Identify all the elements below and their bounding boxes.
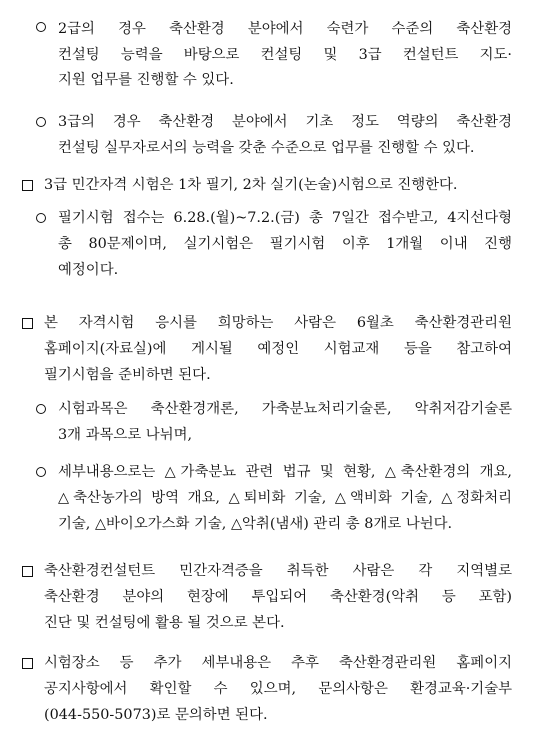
paragraph-line: 2급의 경우 축산환경 분야에서 숙련가 수준의 축산환경: [58, 21, 512, 37]
paragraph-line: 3급의 경우 축산환경 분야에서 기초 정도 역량의 축산환경: [58, 114, 512, 130]
circle-bullet-icon: [36, 467, 46, 477]
circle-bullet-icon: [36, 404, 46, 414]
paragraph-line: 예정이다.: [58, 262, 119, 278]
paragraph-line: 축산환경컨설턴트 민간자격증을 취득한 사람은 각 지역별로: [44, 563, 512, 579]
circle-bullet-icon: [36, 117, 46, 127]
square-bullet-icon: [22, 180, 33, 191]
paragraph-line: 세부내용으로는 △가축분뇨 관련 법규 및 현황, △축산환경의 개요,: [58, 464, 512, 480]
square-bullet-icon: [22, 566, 33, 577]
paragraph-line: △축산농가의 방역 개요, △퇴비화 기술, △액비화 기술, △정화처리: [58, 490, 512, 506]
paragraph-line: 기술, △바이오가스화 기술, △악취(냄새) 관리 총 8개로 나뉜다.: [58, 516, 453, 532]
paragraph-line: 3급 민간자격 시험은 1차 필기, 2차 실기(논술)시험으로 진행한다.: [44, 177, 458, 193]
paragraph-line: 컨설팅 실무자로서의 능력을 갖춘 수준으로 업무를 진행할 수 있다.: [58, 140, 475, 156]
paragraph-line: 컨설팅 능력을 바탕으로 컨설팅 및 3급 컨설턴트 지도·: [58, 47, 512, 63]
paragraph-line: 진단 및 컨설팅에 활용 될 것으로 본다.: [44, 615, 285, 631]
square-bullet-icon: [22, 318, 33, 329]
square-bullet-icon: [22, 658, 33, 669]
paragraph-line: 공지사항에서 확인할 수 있으며, 문의사항은 환경교육·기술부: [44, 681, 512, 697]
paragraph-line: 필기시험 접수는 6.28.(월)~7.2.(금) 총 7일간 접수받고, 4지선다형: [58, 210, 512, 226]
paragraph-line: 본 자격시험 응시를 희망하는 사람은 6월초 축산환경관리원: [44, 315, 512, 331]
paragraph-line: 3개 과목으로 나뉘며,: [58, 427, 193, 443]
paragraph-line: (044-550-5073)로 문의하면 된다.: [44, 707, 268, 723]
paragraph-line: 축산환경 분야의 현장에 투입되어 축산환경(악취 등 포함): [44, 589, 512, 605]
paragraph-line: 총 80문제이며, 실기시험은 필기시험 이후 1개월 이내 진행: [58, 236, 512, 252]
paragraph-line: 시험장소 등 추가 세부내용은 추후 축산환경관리원 홈페이지: [44, 655, 512, 671]
circle-bullet-icon: [36, 22, 46, 32]
circle-bullet-icon: [36, 213, 46, 223]
paragraph-line: 시험과목은 축산환경개론, 가축분뇨처리기술론, 악취저감기술론: [58, 401, 512, 417]
paragraph-line: 홈페이지(자료실)에 게시될 예정인 시험교재 등을 참고하여: [44, 341, 512, 357]
paragraph-line: 지원 업무를 진행할 수 있다.: [58, 72, 234, 88]
paragraph-line: 필기시험을 준비하면 된다.: [44, 367, 211, 383]
